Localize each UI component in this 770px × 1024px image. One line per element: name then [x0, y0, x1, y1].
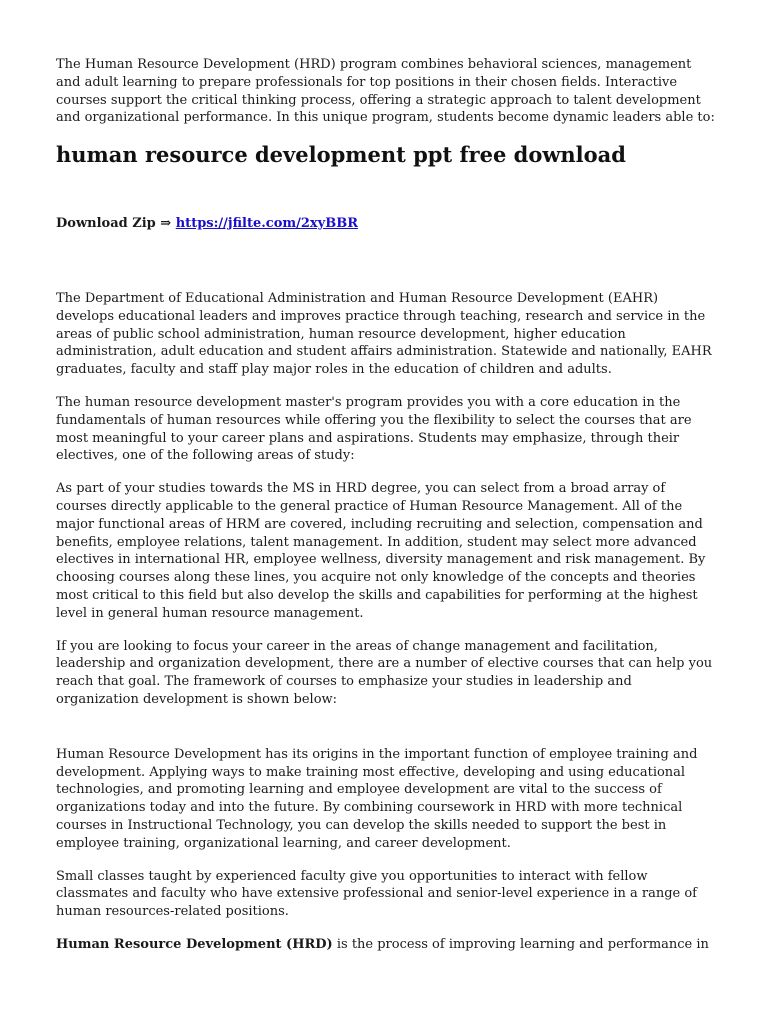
download-label: Download Zip — [56, 216, 156, 232]
document-page — [56, 56, 716, 969]
hrd-term: Human Resource Development (HRD) — [56, 936, 333, 952]
paragraph-hrm-courses: As part of your studies towards the MS in HRD degree, you can select from a broad array of courses directly applicable to the general practice of Human Resource Management. All of the major functional areas of HRM are covered, including recruiting and selection, compensation and benefits, employee relations, talent management. In addition, student may select more advanced electives in international HR, employee wellness, diversity management and risk management. By choosing courses along these lines, you acquire not only knowledge of the concepts and theories most critical to this field but also develop the skills and capabilities for performing at the highest level in general human resource management. — [56, 481, 706, 621]
paragraph-masters-program: The human resource development master's program provides you with a core education in the fundamentals of human resources while offering you the flexibility to select the courses that are most meaningful to your career plans and aspirations. Students may emphasize, through their electives, one of the following areas of study: — [56, 394, 692, 464]
download-line — [56, 215, 716, 233]
download-link[interactable]: https://jfilte.com/2xyBBR — [175, 216, 359, 232]
paragraph-hrd-definition — [56, 936, 716, 954]
page-title: human resource development ppt free download — [56, 142, 626, 168]
arrow-icon: ⇒ — [160, 216, 172, 232]
paragraph-leadership: If you are looking to focus your career in the areas of change management and facilitation, leadership and organization development, there are a number of elective courses that can help you reach that goal. The framework of courses to emphasize your studies in leadership and organization development is shown below: — [56, 638, 713, 707]
paragraph-small-classes: Small classes taught by experienced faculty give you opportunities to interact with fellow classmates and faculty who have extensive professional and senior-level experience in a range of human resources-related positions. — [56, 868, 697, 920]
paragraph-hrd-origins: Human Resource Development has its origins in the important function of employee training and development. Applying ways to make training most effective, developing and using educational technologies, and promoting learning and employee development are vital to the success of organizations today and into the future. By combining coursework in HRD with more technical courses in Instructional Technology, you can develop the skills needed to support the best in employee training, organizational learning, and career development. — [56, 746, 698, 851]
paragraph-eahr: The Department of Educational Administration and Human Resource Development (EAHR) develops educational leaders and improves practice through teaching, research and service in the areas of public school administration, human resource development, higher education administration, adult education and student affairs administration. Statewide and nationally, EAHR graduates, faculty and staff play major roles in the education of children and adults. — [56, 290, 712, 378]
intro-paragraph: The Human Resource Development (HRD) program combines behavioral sciences, management and adult learning to prepare professionals for top positions in their chosen fields. Interactive courses support the critical thinking process, offering a strategic approach to talent development and organizational performance. In this unique program, students become dynamic leaders able to: — [56, 57, 715, 126]
hrd-definition-text: is the process of improving learning and performance in — [332, 936, 709, 952]
